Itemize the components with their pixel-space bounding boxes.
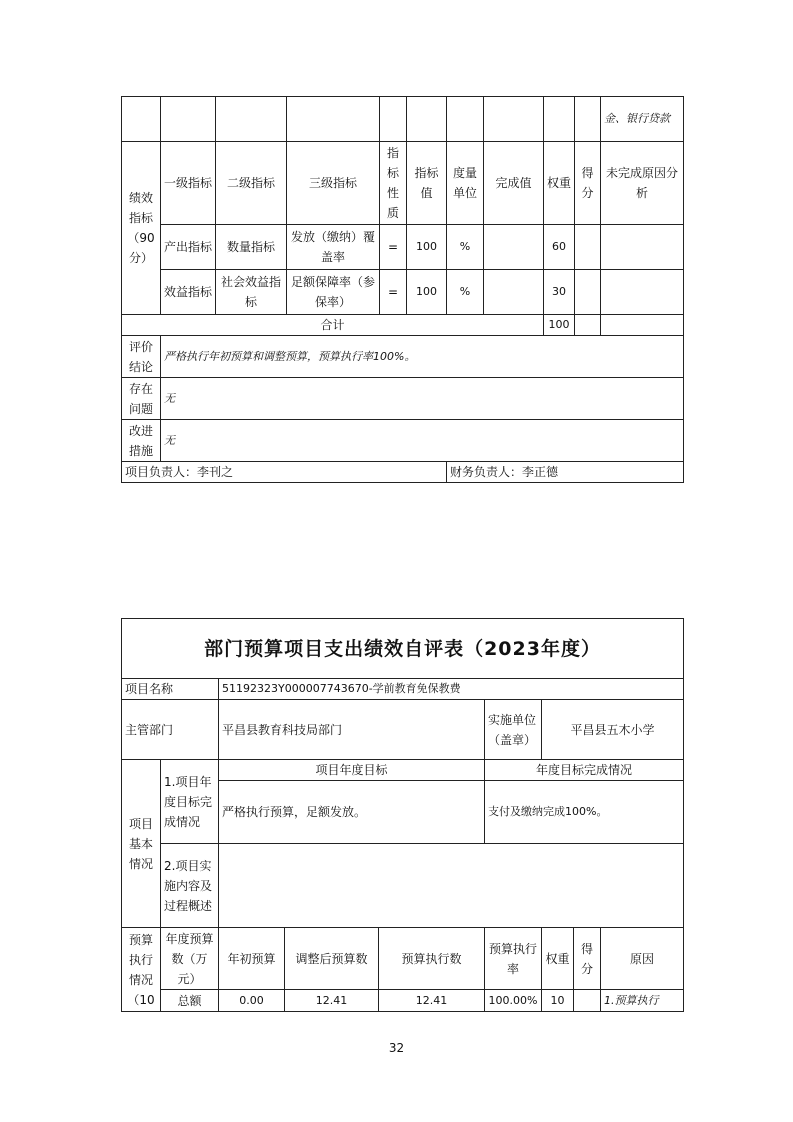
blank-cell [544,97,575,142]
execution-rate-value: 100.00% [485,990,542,1012]
header-value: 指标值 [407,142,447,225]
project-leader: 项目负责人：李刊之 [122,462,447,483]
header-weight: 权重 [542,928,574,990]
impl-unit-value: 平昌县五木小学 [542,700,684,760]
header-adjusted-budget: 调整后预算数 [285,928,379,990]
blank-cell [484,97,544,142]
row-level2: 数量指标 [216,225,287,270]
header-executed-budget: 预算执行数 [379,928,485,990]
blank-cell [216,97,287,142]
header-initial-budget: 年初预算 [219,928,285,990]
header-score: 得分 [575,142,601,225]
page-number: 32 [388,1041,405,1055]
total-label: 合计 [122,315,544,336]
row-value: 100 [407,225,447,270]
header-weight: 权重 [544,142,575,225]
project-name-label: 项目名称 [122,679,219,700]
project-name: 51192323Y000007743670-学前教育免保教费 [219,679,684,700]
row-weight: 30 [544,270,575,315]
page-title: 部门预算项目支出绩效自评表（2023年度） [122,619,684,679]
executed-budget-value: 12.41 [379,990,485,1012]
performance-indicator-table [121,96,684,483]
blank-cell [407,97,447,142]
row-reason [601,225,684,270]
impl-unit-label: 实施单位（盖章） [485,700,542,760]
row-level1: 效益指标 [161,270,216,315]
row-value: 100 [407,270,447,315]
blank-cell [122,97,161,142]
header-completed: 完成值 [484,142,544,225]
row-score [575,225,601,270]
header-level3: 三级指标 [287,142,380,225]
row-nature: = [380,225,407,270]
finance-leader: 财务负责人：李正德 [447,462,684,483]
problem-label: 存在问题 [122,378,161,420]
header-level1: 一级指标 [161,142,216,225]
blank-cell [601,315,684,336]
self-evaluation-table [121,618,684,1012]
total-budget-label: 总额 [161,990,219,1012]
budget-amount-label: 年度预算数（万元） [161,928,219,990]
row-unit: % [447,225,484,270]
measure-text: 无 [161,420,684,462]
row-reason [601,270,684,315]
row-nature: = [380,270,407,315]
annual-goal-status: 支付及缴纳完成100%。 [485,781,684,844]
row-completed [484,225,544,270]
score-value [574,990,601,1012]
impl-content-label: 2.项目实施内容及过程概述 [161,844,219,928]
header-score: 得分 [574,928,601,990]
header-unit: 度量单位 [447,142,484,225]
header-level2: 二级指标 [216,142,287,225]
blank-cell [287,97,380,142]
row-completed [484,270,544,315]
adjusted-budget-value: 12.41 [285,990,379,1012]
blank-cell [447,97,484,142]
annual-goal: 严格执行预算，足额发放。 [219,781,485,844]
evaluation-label: 评价结论 [122,336,161,378]
blank-cell [575,315,601,336]
top-note: 金、银行贷款 [601,97,684,142]
total-row [122,315,684,336]
indicator-group-label: 绩效指标（90分） [122,142,161,315]
row-level2: 社会效益指标 [216,270,287,315]
row-unit: % [447,270,484,315]
budget-execution-label: 预算执行情况（10 [122,928,161,1012]
header-reason: 未完成原因分析 [601,142,684,225]
dept-value: 平昌县教育科技局部门 [219,700,485,760]
evaluation-text: 严格执行年初预算和调整预算，预算执行率100%。 [161,336,684,378]
basic-info-label: 项目基本情况 [122,760,161,928]
total-weight: 100 [544,315,575,336]
impl-content [219,844,684,928]
annual-goal-status-header: 年度目标完成情况 [485,760,684,781]
blank-cell [575,97,601,142]
row-weight: 60 [544,225,575,270]
goal-label: 1.项目年度目标完成情况 [161,760,219,844]
blank-cell [161,97,216,142]
row-level3: 发放（缴纳）覆盖率 [287,225,380,270]
problem-text: 无 [161,378,684,420]
blank-cell [380,97,407,142]
row-score [575,270,601,315]
reason-value: 1.预算执行 [601,990,684,1012]
table-row [122,270,684,315]
total-budget-row [122,990,684,1012]
annual-goal-header: 项目年度目标 [219,760,485,781]
row-level1: 产出指标 [161,225,216,270]
header-nature: 指标性质 [380,142,407,225]
row-level3: 足额保障率（参保率） [287,270,380,315]
table-row [122,225,684,270]
measure-label: 改进措施 [122,420,161,462]
initial-budget-value: 0.00 [219,990,285,1012]
header-reason: 原因 [601,928,684,990]
header-execution-rate: 预算执行率 [485,928,542,990]
weight-value: 10 [542,990,574,1012]
dept-label: 主管部门 [122,700,219,760]
